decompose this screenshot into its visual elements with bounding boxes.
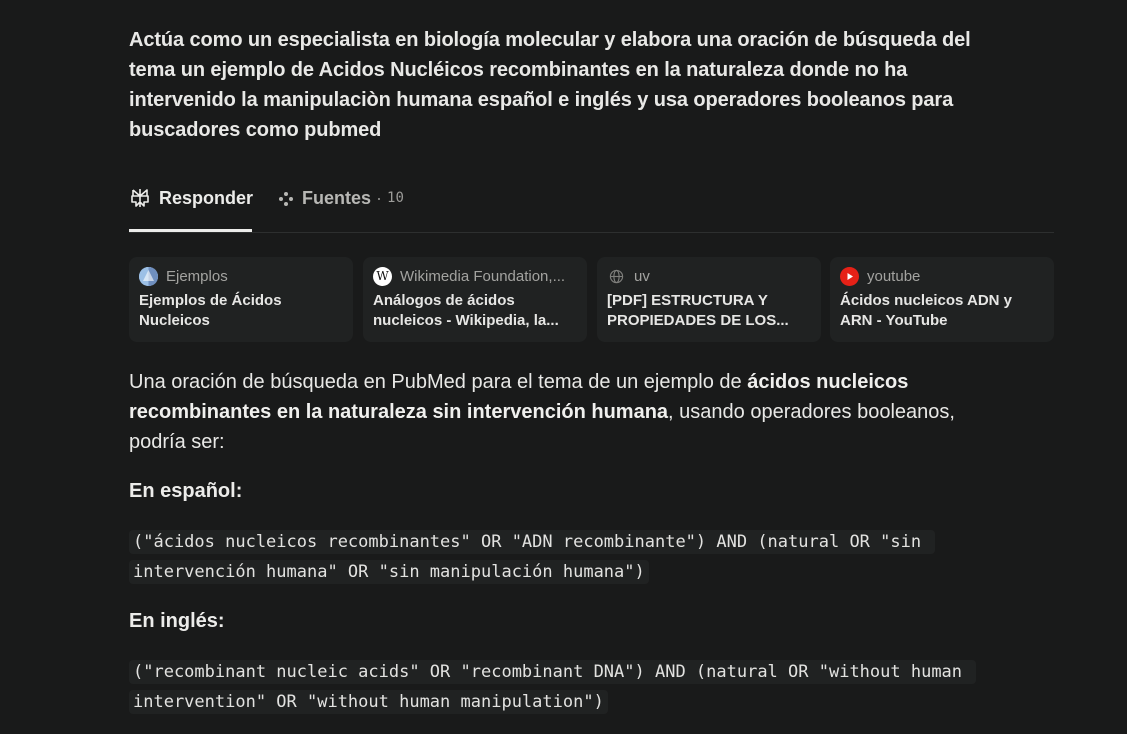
answer-intro xyxy=(129,367,1009,457)
spanish-query: ("ácidos nucleicos recombinantes" OR "ADN recombinante") AND (natural OR "sin intervención humana" OR "sin manipulación humana") xyxy=(129,530,935,584)
youtube-favicon-icon xyxy=(840,267,859,286)
perplexity-logo-icon xyxy=(129,187,151,209)
answer-intro-text-1: Una oración de búsqueda en PubMed para el tema de un ejemplo de xyxy=(129,371,748,393)
sources-row xyxy=(129,257,1054,342)
source-title: [PDF] ESTRUCTURA Y PROPIEDADES DE LOS... xyxy=(607,292,789,329)
english-query-code[interactable] xyxy=(129,657,1009,717)
answer-tabs xyxy=(129,182,1054,233)
english-heading: En inglés: xyxy=(129,610,225,632)
source-card[interactable] xyxy=(597,257,821,342)
source-title: Ácidos nucleicos ADN y ARN - YouTube xyxy=(840,292,1012,329)
answer-intro-bold: ácidos nucleicos recombinantes en la naturaleza sin intervención humana xyxy=(129,371,909,423)
source-site: Ejemplos xyxy=(166,267,228,285)
source-site: youtube xyxy=(867,267,921,285)
english-query: ("recombinant nucleic acids" OR "recombinant DNA") AND (natural OR "without human intervention" OR "without human manipulation") xyxy=(129,660,976,714)
tab-sources-count: 10 xyxy=(387,190,404,206)
tab-sources[interactable] xyxy=(278,182,404,232)
source-site: Wikimedia Foundation,... xyxy=(400,267,566,285)
source-card[interactable] xyxy=(129,257,353,342)
tab-answer[interactable] xyxy=(129,182,252,232)
spanish-query-code[interactable] xyxy=(129,527,1009,587)
source-card[interactable] xyxy=(830,257,1054,342)
source-card[interactable] xyxy=(363,257,587,342)
globe-icon xyxy=(607,267,626,286)
source-site: uv xyxy=(634,267,650,285)
tab-sources-label: Fuentes xyxy=(302,188,372,208)
user-query: Actúa como un especialista en biología molecular y elabora una oración de búsqueda del tema un ejemplo de Acidos Nucléicos recombinantes en la naturaleza donde no ha intervenido la manipulaciòn humana español e inglés y usa operadores booleanos para buscadores como pubmed xyxy=(129,29,971,141)
tab-sources-separator: · xyxy=(376,188,383,208)
spanish-heading: En español: xyxy=(129,480,243,502)
tab-answer-label: Responder xyxy=(159,188,254,208)
source-title: Análogos de ácidos nucleicos - Wikipedia, la... xyxy=(373,292,559,329)
wikipedia-letter: W xyxy=(376,269,389,283)
wikipedia-favicon-icon xyxy=(373,267,392,286)
answer-intro-text-2: , usando operadores booleanos, podría ser: xyxy=(129,401,955,453)
sources-icon xyxy=(278,190,294,206)
source-title: Ejemplos de Ácidos Nucleicos xyxy=(139,292,282,329)
ejemplos-favicon-icon xyxy=(139,267,158,286)
